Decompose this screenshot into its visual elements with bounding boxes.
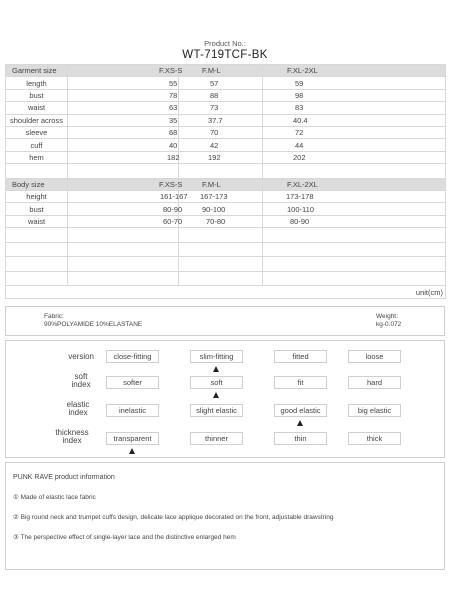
table-cell: 40 — [68, 139, 179, 151]
spacer-row — [6, 164, 446, 179]
column-header: F.XL-2XL — [263, 65, 446, 77]
product-header — [0, 40, 450, 62]
fit-index-panel — [5, 340, 445, 458]
index-row-elastic — [6, 401, 446, 425]
info-item: ② Big round neck and trumpet cuffs design, delicate lace applique decorated on the front, adjustable drawstring — [13, 514, 334, 521]
table-cell: 42 — [179, 139, 263, 151]
row-label: height — [6, 191, 68, 203]
index-label: version — [68, 352, 94, 361]
info-item: ③ The perspective effect of single-layer lace and the distinctive enlarged hem — [13, 534, 236, 541]
table-row — [6, 77, 446, 89]
selected-indicator-icon — [213, 392, 219, 398]
table-cell: 35 — [68, 114, 179, 126]
table-cell: 44 — [263, 139, 446, 151]
index-option: close-fitting — [106, 350, 159, 363]
index-option: inelastic — [106, 404, 159, 417]
index-label — [6, 401, 94, 417]
table-cell: 173-178 — [263, 191, 446, 203]
size-chart-table — [5, 64, 446, 299]
table-row — [6, 102, 446, 114]
empty-row — [6, 228, 446, 243]
table-row — [6, 151, 446, 163]
body-size-title: Body size — [6, 178, 68, 190]
index-option: soft — [190, 376, 243, 389]
table-row — [6, 215, 446, 227]
empty-row — [6, 257, 446, 272]
table-cell: 80-90 — [68, 203, 179, 215]
index-label-text: elastic index — [66, 400, 90, 417]
table-cell: 78 — [68, 89, 179, 101]
index-option: fit — [274, 376, 327, 389]
index-label-text: soft index — [71, 372, 91, 389]
row-label: hem — [6, 151, 68, 163]
table-cell: 40.4 — [263, 114, 446, 126]
table-cell: 100-110 — [263, 203, 446, 215]
table-row — [6, 139, 446, 151]
fabric-label: Fabric: — [44, 313, 64, 320]
column-header: F.XL-2XL — [263, 178, 446, 190]
table-row — [6, 203, 446, 215]
index-option: good elastic — [274, 404, 327, 417]
row-label: waist — [6, 102, 68, 114]
table-cell: 70 — [179, 126, 263, 138]
weight-label: Weight: — [376, 313, 398, 320]
index-row-thickness — [6, 429, 446, 453]
column-header: F.M-L — [179, 65, 263, 77]
weight-value: kg-0.072 — [376, 321, 402, 328]
table-cell: 182 — [68, 151, 179, 163]
fabric-panel — [5, 306, 445, 336]
index-row-soft — [6, 373, 446, 397]
index-label — [6, 429, 94, 445]
table-row — [6, 191, 446, 203]
table-row — [6, 126, 446, 138]
index-option: thick — [348, 432, 401, 445]
index-option: softer — [106, 376, 159, 389]
table-cell: 37.7 — [179, 114, 263, 126]
column-header: F.M-L — [179, 178, 263, 190]
row-label: length — [6, 77, 68, 89]
row-label: cuff — [6, 139, 68, 151]
table-cell: 63 — [68, 102, 179, 114]
row-label: sleeve — [6, 126, 68, 138]
index-label-text: thickness index — [55, 428, 89, 445]
table-cell: 90-100 — [179, 203, 263, 215]
table-cell: 83 — [263, 102, 446, 114]
index-option: hard — [348, 376, 401, 389]
unit-row — [6, 286, 446, 299]
table-cell: 60-70 — [68, 215, 179, 227]
index-label — [6, 373, 94, 389]
garment-size-header-row — [6, 65, 446, 77]
row-label: shoulder across — [6, 114, 68, 126]
table-cell: 161-167 — [68, 191, 179, 203]
table-cell: 167-173 — [179, 191, 263, 203]
product-code: WT-719TCF-BK — [182, 49, 268, 61]
table-cell: 70-80 — [179, 215, 263, 227]
selected-indicator-icon — [213, 366, 219, 372]
table-cell: 59 — [263, 77, 446, 89]
table-cell: 55 — [68, 77, 179, 89]
row-label: bust — [6, 89, 68, 101]
index-option: big elastic — [348, 404, 401, 417]
selected-indicator-icon — [297, 420, 303, 426]
index-option: loose — [348, 350, 401, 363]
index-option: transparent — [106, 432, 159, 445]
product-number-label: Product No.: — [204, 39, 246, 48]
empty-row — [6, 242, 446, 257]
index-option: thin — [274, 432, 327, 445]
info-item: ① Made of elastic lace fabric — [13, 494, 96, 501]
table-cell: 98 — [263, 89, 446, 101]
column-header: F.XS-S — [68, 178, 179, 190]
row-label: waist — [6, 215, 68, 227]
table-cell: 68 — [68, 126, 179, 138]
row-label: bust — [6, 203, 68, 215]
empty-row — [6, 271, 446, 286]
selected-indicator-icon — [129, 448, 135, 454]
fabric-value: 90%POLYAMIDE 10%ELASTANE — [44, 321, 143, 328]
product-info-title: PUNK RAVE product information — [13, 474, 115, 481]
garment-size-title: Garment size — [6, 65, 68, 77]
index-option: slight elastic — [190, 404, 243, 417]
table-cell: 73 — [179, 102, 263, 114]
index-option: thinner — [190, 432, 243, 445]
index-row-version — [6, 350, 446, 374]
weight-info — [376, 313, 401, 329]
fabric-info — [44, 313, 142, 329]
table-row — [6, 89, 446, 101]
table-cell: 202 — [263, 151, 446, 163]
body-size-header-row — [6, 178, 446, 190]
table-cell: 72 — [263, 126, 446, 138]
product-info-panel — [5, 462, 445, 570]
table-cell: 192 — [179, 151, 263, 163]
column-header: F.XS-S — [68, 65, 179, 77]
table-cell: 57 — [179, 77, 263, 89]
unit-label: unit(cm) — [6, 286, 446, 299]
index-option: slim-fitting — [190, 350, 243, 363]
table-cell: 88 — [179, 89, 263, 101]
table-cell: 80-90 — [263, 215, 446, 227]
table-row — [6, 114, 446, 126]
index-option: fitted — [274, 350, 327, 363]
